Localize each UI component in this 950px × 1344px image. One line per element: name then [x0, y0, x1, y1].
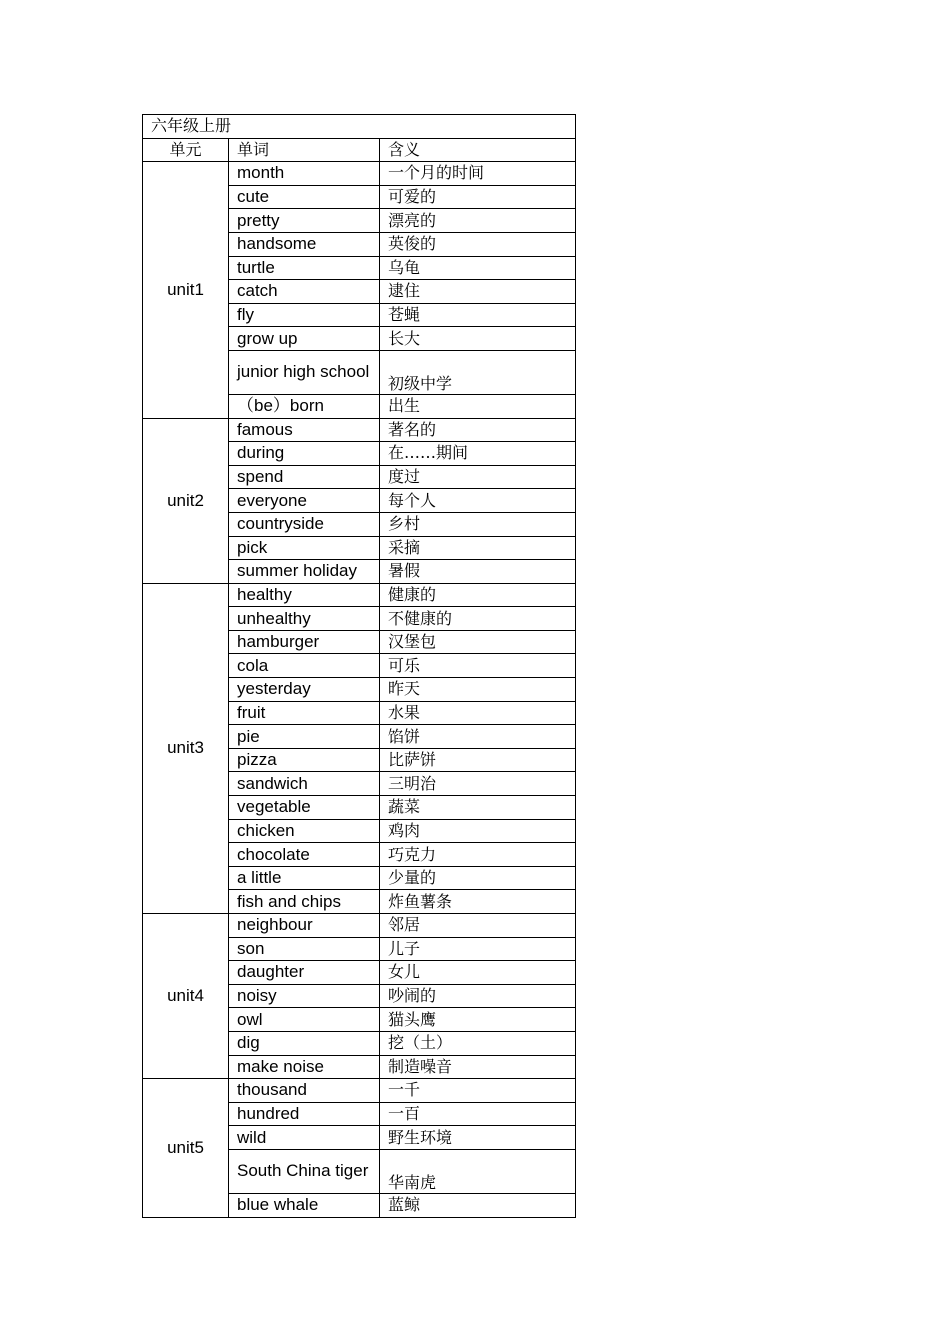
word-cell: handsome — [229, 232, 380, 256]
word-cell: chicken — [229, 819, 380, 843]
word-cell: a little — [229, 866, 380, 890]
unit-label: unit5 — [143, 1079, 229, 1217]
table-row — [143, 162, 576, 186]
meaning-cell: 蓝鲸 — [380, 1193, 576, 1217]
word-cell: everyone — [229, 489, 380, 513]
meaning-cell: 少量的 — [380, 866, 576, 890]
unit-label: unit4 — [143, 914, 229, 1079]
word-cell: pizza — [229, 748, 380, 772]
meaning-cell: 华南虎 — [380, 1149, 576, 1193]
meaning-cell: 长大 — [380, 327, 576, 351]
word-cell: unhealthy — [229, 607, 380, 631]
meaning-cell: 逮住 — [380, 280, 576, 304]
word-cell: pretty — [229, 209, 380, 233]
word-cell: yesterday — [229, 678, 380, 702]
word-cell: healthy — [229, 583, 380, 607]
word-cell: South China tiger — [229, 1149, 380, 1193]
word-cell: grow up — [229, 327, 380, 351]
meaning-cell: 巧克力 — [380, 843, 576, 867]
word-cell: fruit — [229, 701, 380, 725]
meaning-cell: 著名的 — [380, 418, 576, 442]
table-row — [143, 1079, 576, 1103]
word-cell: chocolate — [229, 843, 380, 867]
meaning-cell: 女儿 — [380, 961, 576, 985]
word-cell: during — [229, 442, 380, 466]
meaning-cell: 炸鱼薯条 — [380, 890, 576, 914]
word-cell: sandwich — [229, 772, 380, 796]
meaning-cell: 一千 — [380, 1079, 576, 1103]
vocabulary-table-body — [143, 115, 576, 1218]
meaning-cell: 乡村 — [380, 512, 576, 536]
meaning-cell: 水果 — [380, 701, 576, 725]
meaning-cell: 挖（土） — [380, 1031, 576, 1055]
word-cell: wild — [229, 1126, 380, 1150]
meaning-cell: 蔬菜 — [380, 796, 576, 820]
meaning-cell: 比萨饼 — [380, 748, 576, 772]
meaning-cell: 制造噪音 — [380, 1055, 576, 1079]
meaning-cell: 可乐 — [380, 654, 576, 678]
word-cell: countryside — [229, 512, 380, 536]
word-cell: fly — [229, 303, 380, 327]
header-unit: 单元 — [143, 138, 229, 162]
word-cell: owl — [229, 1008, 380, 1032]
meaning-cell: 汉堡包 — [380, 630, 576, 654]
word-cell: son — [229, 937, 380, 961]
meaning-cell: 不健康的 — [380, 607, 576, 631]
meaning-cell: 英俊的 — [380, 232, 576, 256]
meaning-cell: 儿子 — [380, 937, 576, 961]
word-cell: cute — [229, 185, 380, 209]
word-cell: junior high school — [229, 350, 380, 394]
table-row — [143, 583, 576, 607]
word-cell: make noise — [229, 1055, 380, 1079]
word-cell: hundred — [229, 1102, 380, 1126]
meaning-cell: 初级中学 — [380, 350, 576, 394]
meaning-cell: 出生 — [380, 394, 576, 418]
meaning-cell: 三明治 — [380, 772, 576, 796]
meaning-cell: 每个人 — [380, 489, 576, 513]
meaning-cell: 度过 — [380, 465, 576, 489]
meaning-cell: 野生环境 — [380, 1126, 576, 1150]
word-cell: hamburger — [229, 630, 380, 654]
word-cell: fish and chips — [229, 890, 380, 914]
meaning-cell: 在……期间 — [380, 442, 576, 466]
table-row — [143, 418, 576, 442]
table-row — [143, 914, 576, 938]
meaning-cell: 鸡肉 — [380, 819, 576, 843]
meaning-cell: 猫头鹰 — [380, 1008, 576, 1032]
word-cell: turtle — [229, 256, 380, 280]
meaning-cell: 采摘 — [380, 536, 576, 560]
word-cell: neighbour — [229, 914, 380, 938]
word-cell: month — [229, 162, 380, 186]
meaning-cell: 漂亮的 — [380, 209, 576, 233]
word-cell: thousand — [229, 1079, 380, 1103]
meaning-cell: 乌龟 — [380, 256, 576, 280]
vocabulary-table — [142, 114, 576, 1218]
header-meaning: 含义 — [380, 138, 576, 162]
word-cell: famous — [229, 418, 380, 442]
word-cell: pie — [229, 725, 380, 749]
meaning-cell: 苍蝇 — [380, 303, 576, 327]
meaning-cell: 昨天 — [380, 678, 576, 702]
word-cell: cola — [229, 654, 380, 678]
word-cell: noisy — [229, 984, 380, 1008]
header-word: 单词 — [229, 138, 380, 162]
meaning-cell: 吵闹的 — [380, 984, 576, 1008]
unit-label: unit1 — [143, 162, 229, 418]
meaning-cell: 馅饼 — [380, 725, 576, 749]
word-cell: daughter — [229, 961, 380, 985]
word-cell: dig — [229, 1031, 380, 1055]
header-row — [143, 138, 576, 162]
meaning-cell: 一个月的时间 — [380, 162, 576, 186]
word-cell: spend — [229, 465, 380, 489]
meaning-cell: 暑假 — [380, 560, 576, 584]
table-title: 六年级上册 — [143, 115, 576, 139]
word-cell: blue whale — [229, 1193, 380, 1217]
meaning-cell: 健康的 — [380, 583, 576, 607]
word-cell: pick — [229, 536, 380, 560]
word-cell: summer holiday — [229, 560, 380, 584]
meaning-cell: 邻居 — [380, 914, 576, 938]
meaning-cell: 可爱的 — [380, 185, 576, 209]
word-cell: vegetable — [229, 796, 380, 820]
word-cell: （be）born — [229, 394, 380, 418]
unit-label: unit2 — [143, 418, 229, 583]
meaning-cell: 一百 — [380, 1102, 576, 1126]
unit-label: unit3 — [143, 583, 229, 913]
word-cell: catch — [229, 280, 380, 304]
title-row — [143, 115, 576, 139]
